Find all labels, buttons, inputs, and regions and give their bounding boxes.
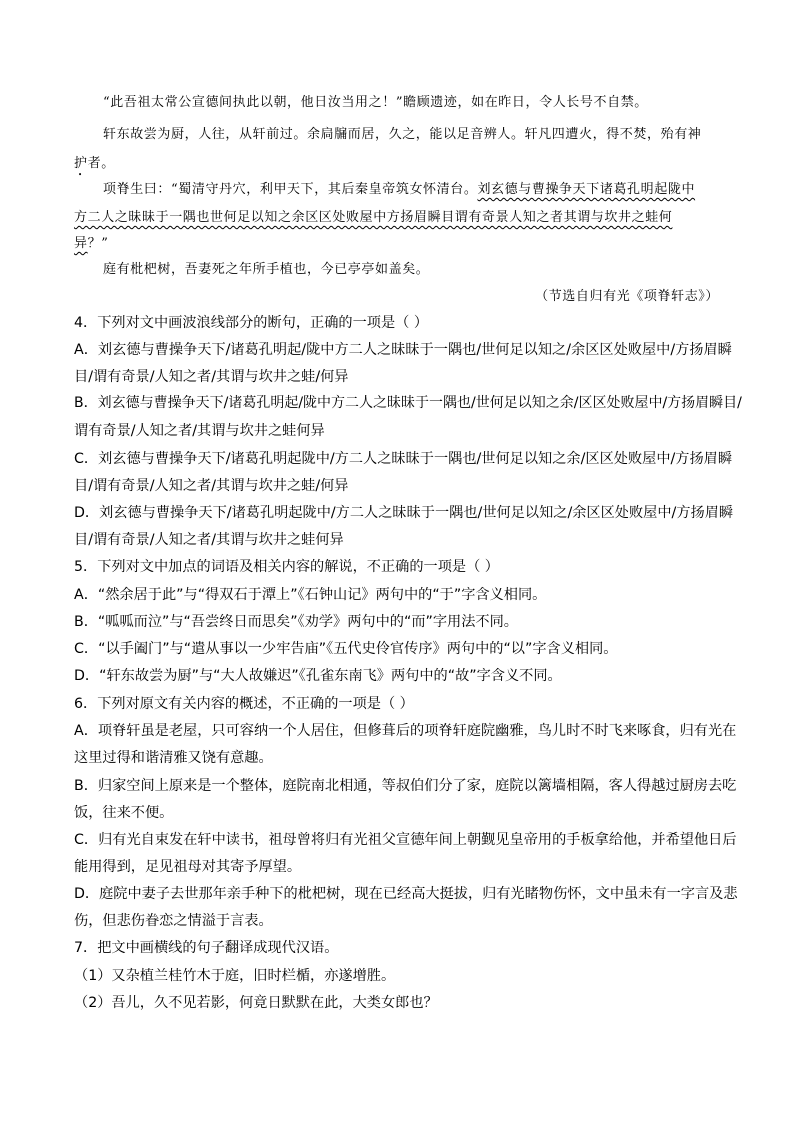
q6-option-d-line-2: 伤，但悲伤眷恋之情溢于言表。 xyxy=(74,913,273,929)
q4-option-c-line-2: 目/谓有奇景/人知之者/其谓与坎井之蛙/何异 xyxy=(74,478,349,494)
q5-stem: 5．下列对文中加点的词语及相关内容的解说，不正确的一项是（ ） xyxy=(74,559,499,575)
q4-option-a-line-1: A．刘玄德与曹操争天下/诸葛孔明起/陇中方二人之昧昧于一隅也/世何足以知之/余区区处败屋中/方扬眉瞬 xyxy=(74,342,732,358)
dotted-word-hu: 护 xyxy=(74,156,88,171)
q7-sentence-1: （1）又杂植兰桂竹木于庭，旧时栏楯，亦遂增胜。 xyxy=(74,968,396,984)
passage-paragraph-4: 庭有枇杷树，吾妻死之年所手植也，今已亭亭如盖矣。 xyxy=(103,262,430,277)
q4-stem: 4．下列对文中画波浪线部分的断句，正确的一项是（ ） xyxy=(74,315,429,331)
wavy-underline-segment: 方二人之昧昧于一隅也世何足以知之余区区处败屋中方扬眉瞬目谓有奇景人知之者其谓与坎井之蛙何 xyxy=(74,210,673,225)
passage-paragraph-2-line-1: 轩东故尝为厨，人往，从轩前过。余扃牖而居，久之，能以足音辨人。轩凡四遭火，得不焚，殆有神 xyxy=(103,127,702,142)
q5-option-c: C．“以手阖门”与“遣从事以一少牢告庙”《五代史伶官传序》两句中的“以”字含义相同。 xyxy=(74,641,618,657)
q6-option-d-line-1: D．庭院中妻子去世那年亲手种下的枇杷树，现在已经高大挺拔，归有光睹物伤怀，文中虽未有一字言及悲 xyxy=(74,886,738,902)
q6-option-a-line-2: 这里过得和谐清雅又饶有意趣。 xyxy=(74,750,273,766)
q6-option-c-line-2: 能用得到，足见祖母对其寄予厚望。 xyxy=(74,859,302,875)
passage-paragraph-3-line-1: 项脊生曰：“蜀清守丹穴，利甲天下，其后秦皇帝筑女怀清台。刘玄德与曹操争天下诸葛孔明起陇中 xyxy=(103,182,696,197)
q6-option-a-line-1: A．项脊轩虽是老屋，只可容纳一个人居住，但修葺后的项脊轩庭院幽雅，鸟儿时不时飞来啄食，归有光在 xyxy=(74,723,737,739)
q4-option-c-line-1: C．刘玄德与曹操争天下/诸葛孔明起陇中/方二人之昧昧于一隅也/世何足以知之余/区区处败屋中/方扬眉瞬 xyxy=(74,451,733,467)
q5-option-a: A．“然余居于此”与“得双石于潭上”《石钟山记》两句中的“于”字含义相同。 xyxy=(74,587,547,603)
q4-option-d-line-2: 目/谓有奇景/人知之者/其谓与坎井之蛙何异 xyxy=(74,532,344,548)
q6-option-b-line-2: 饭，往来不便。 xyxy=(74,805,174,821)
q4-option-a-line-2: 目/谓有奇景/人知之者/其谓与坎井之蛙/何异 xyxy=(74,369,349,385)
q7-stem: 7．把文中画横线的句子翻译成现代汉语。 xyxy=(74,940,339,956)
wavy-underline-segment: 刘玄德与曹操争天下诸葛孔明起陇中 xyxy=(477,182,696,197)
q6-option-c-line-1: C．归有光自束发在轩中读书，祖母曾将归有光祖父宣德年间上朝觐见皇帝用的手板拿给他，并希望他日后 xyxy=(74,832,737,848)
q4-option-b-line-1: B．刘玄德与曹操争天下/诸葛孔明起/陇中方二人之昧昧于一隅也/世何足以知之余/区区处败屋中/方扬眉瞬目/ xyxy=(74,395,742,411)
passage-paragraph-1: “此吾祖太常公宣德间执此以朝，他日汝当用之！”瞻顾遗迹，如在昨日，令人长号不自禁。 xyxy=(103,95,648,110)
passage-paragraph-3-line-2 xyxy=(74,211,672,224)
passage-paragraph-3-line-3: 异？” xyxy=(74,236,109,251)
q5-option-d: D．“轩东故尝为厨”与“大人故嫌迟”《孔雀东南飞》两句中的“故”字含义不同。 xyxy=(74,668,562,684)
q7-sentence-2: （2）吾儿，久不见若影，何竟日默默在此，大类女郎也？ xyxy=(74,995,438,1011)
q4-option-b-line-2: 谓有奇景/人知之者/其谓与坎井之蛙何异 xyxy=(74,423,325,439)
passage-paragraph-2-line-2: 护者。 xyxy=(74,156,115,171)
q4-option-d-line-1: D．刘玄德与曹操争天下/诸葛孔明起陇中/方二人之昧昧于一隅也/世何足以知之/余区区处败屋中/方扬眉瞬 xyxy=(74,505,734,521)
q6-option-b-line-1: B．归家空间上原来是一个整体，庭院南北相通，等叔伯们分了家，庭院以篱墙相隔，客人得越过厨房去吃 xyxy=(74,778,737,794)
q6-stem: 6．下列对原文有关内容的概述，不正确的一项是（ ） xyxy=(74,696,414,712)
q5-option-b: B．“呱呱而泣”与“吾尝终日而思矣”《劝学》两句中的“而”字用法不同。 xyxy=(74,614,518,630)
passage-source: （节选自归有光《项脊轩志》） xyxy=(535,289,719,304)
wavy-underline-segment: 异 xyxy=(74,236,88,251)
